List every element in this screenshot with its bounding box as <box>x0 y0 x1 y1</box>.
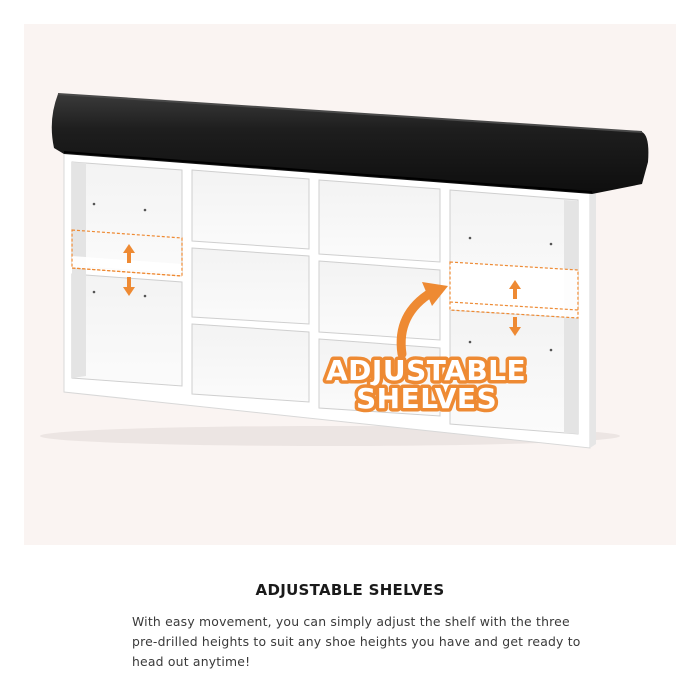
callout-line-1: ADJUSTABLE <box>326 354 527 387</box>
callout-line-2: SHELVES <box>356 382 498 415</box>
shoe-bench-illustration <box>24 24 676 545</box>
section-description: With easy movement, you can simply adjust the shelf with the three pre-drilled heights to suit any shoe heights you have and get ready to head out anytime! <box>132 614 581 669</box>
middle-left-cubbies <box>192 170 309 402</box>
section-title: ADJUSTABLE SHELVES <box>255 581 445 599</box>
product-photo <box>24 24 676 545</box>
